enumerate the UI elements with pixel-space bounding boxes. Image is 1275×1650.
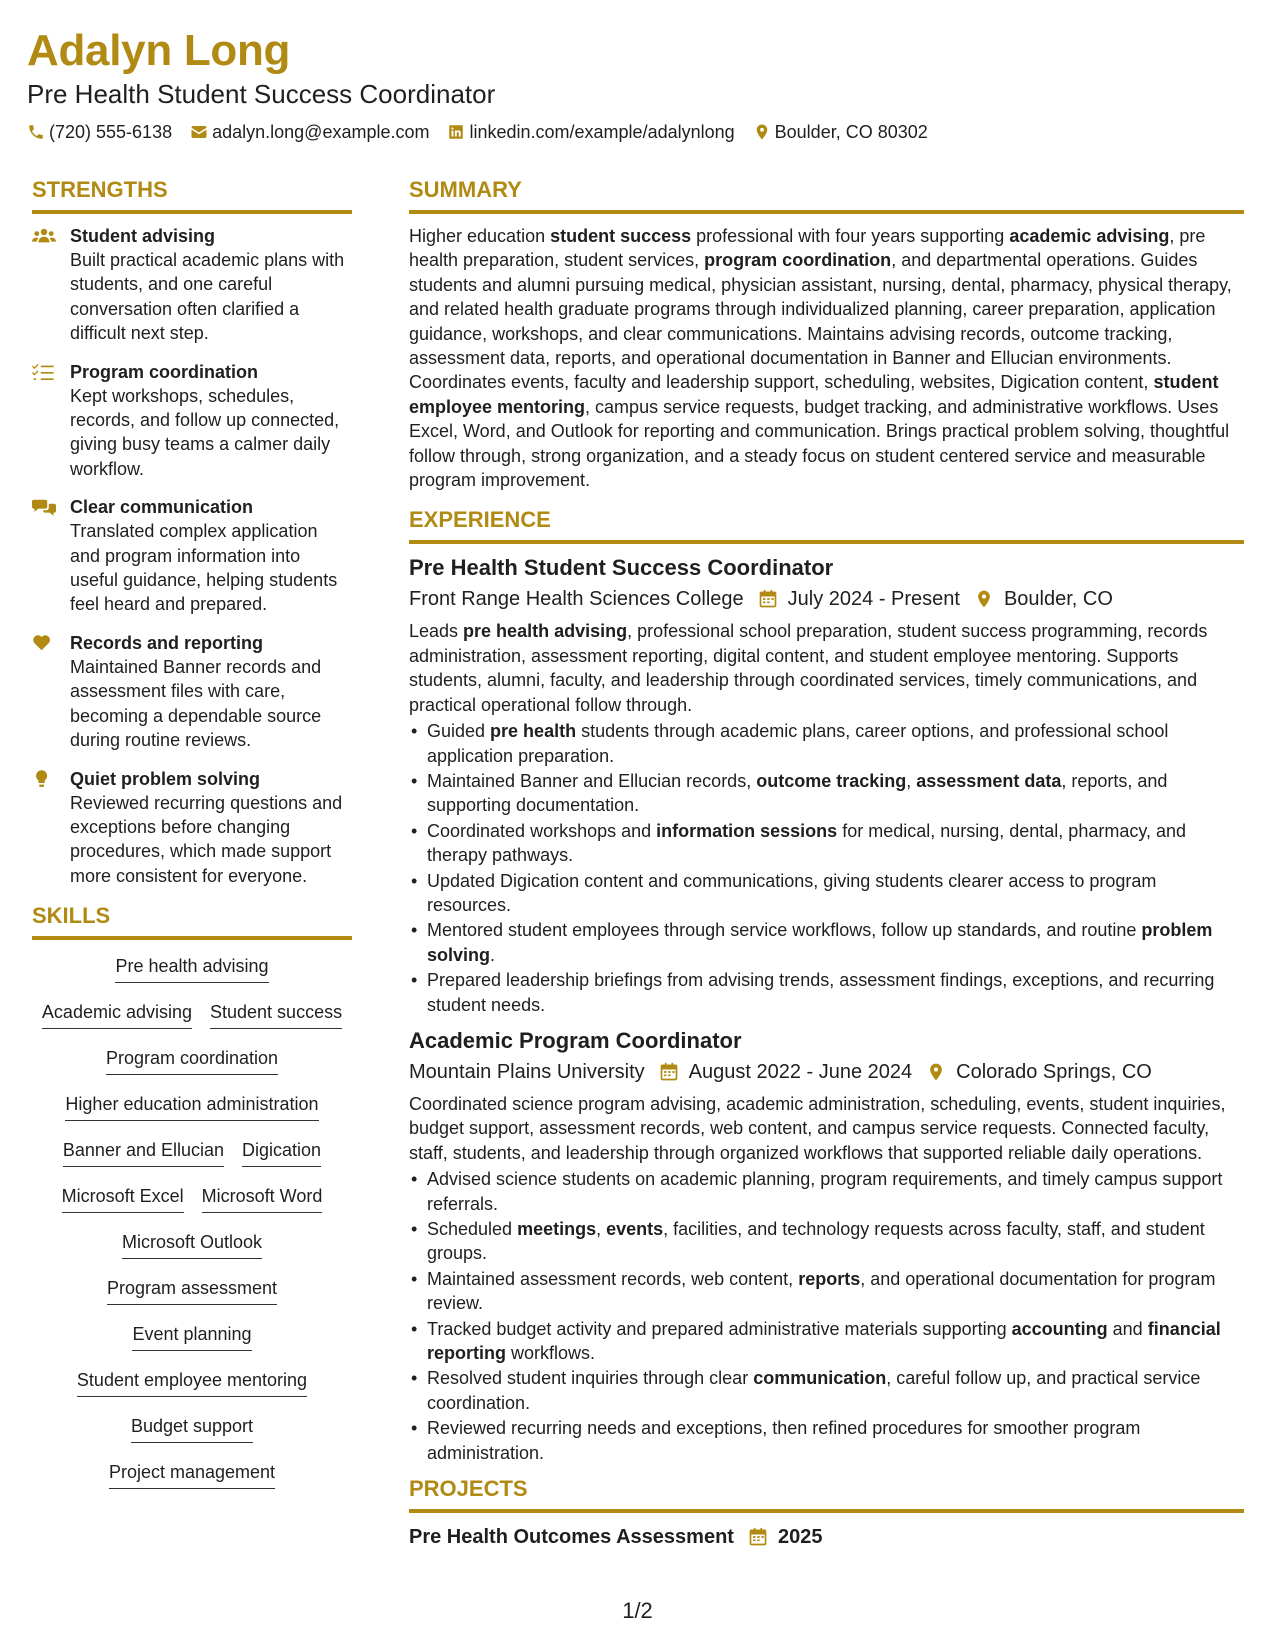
text-run: Leads	[409, 621, 464, 642]
bold-keyword: meetings	[517, 1219, 597, 1239]
text-run: Maintained Banner and Ellucian records,	[427, 770, 757, 791]
candidate-title: Pre Health Student Success Coordinator	[27, 79, 496, 109]
text-run: Prepared leadership briefings from advising trends, assessment findings, exceptions, and recurring student needs.	[427, 970, 1215, 1015]
bold-keyword: events	[606, 1219, 664, 1239]
role-location: Boulder, CO	[1003, 588, 1113, 611]
bullet-item	[409, 869, 1244, 918]
projects-heading: PROJECTS	[409, 1475, 1244, 1513]
phone-icon	[27, 123, 45, 141]
skill-tag: Event planning	[132, 1322, 251, 1351]
project-name: Pre Health Outcomes Assessment	[409, 1526, 734, 1549]
text-run: Updated Digication content and communications, giving students clearer access to program resources.	[427, 870, 1157, 915]
strength-text: Translated complex application and program information into useful guidance, helping students feel heard and prepared.	[70, 521, 338, 615]
experience-entry	[409, 554, 1244, 1017]
contact-email[interactable]	[190, 120, 429, 144]
contact-text: linkedin.com/example/adalynlong	[469, 122, 735, 142]
strength-item	[32, 224, 352, 346]
text-run: , and departmental operations. Guides students and alumni pursuing medical, physician assistant, nursing, dental, pharmacy, physical therapy, and related health graduate programs through individualized planning, career preparation, application guidance, workshops, and clear communications. Maintains advising records, outcome tracking, assessment data, reports, and operational documentation in Banner and Ellucian environments. Coordinates events, faculty and leadership support, scheduling, websites, Digication content,	[409, 250, 1232, 393]
heart-icon	[32, 633, 56, 653]
text-run: Maintained assessment records, web content,	[427, 1268, 799, 1289]
bold-keyword: communication	[753, 1368, 887, 1389]
role-dates: August 2022 - June 2024	[688, 1060, 913, 1083]
role-title: Pre Health Student Success Coordinator	[409, 555, 834, 581]
calendar-icon	[758, 589, 778, 609]
map-pin-icon	[753, 123, 771, 141]
contact-text: adalyn.long@example.com	[212, 122, 430, 142]
bold-keyword: pre health	[490, 721, 577, 742]
skill-tag: Microsoft Word	[202, 1184, 323, 1213]
bold-keyword: problem solving	[427, 920, 1213, 965]
bold-keyword: assessment data	[916, 770, 1062, 791]
text-run: students through academic plans, career options, and professional school application preparation.	[427, 721, 1169, 766]
summary-heading: SUMMARY	[409, 176, 1244, 214]
text-run: Guided	[427, 721, 491, 742]
project-entry	[409, 1523, 1244, 1551]
skill-tag: Project management	[109, 1460, 275, 1489]
text-run: Tracked budget activity and prepared administrative materials supporting	[427, 1318, 1012, 1339]
text-run: , facilities, and technology requests across faculty, staff, and student groups.	[427, 1219, 1205, 1264]
text-run: ,	[596, 1219, 607, 1239]
role-bullets	[409, 1167, 1244, 1465]
strength-title: Quiet problem solving	[70, 768, 261, 789]
bold-keyword: student employee mentoring	[409, 372, 1219, 417]
calendar-icon	[748, 1527, 768, 1547]
strength-title: Clear communication	[70, 497, 254, 518]
bullet-item	[409, 968, 1244, 1017]
text-run: ,	[906, 770, 917, 791]
text-run: Coordinated science program advising, academic administration, scheduling, events, student inquiries, budget support, assessment records, web content, and campus service requests. Connected faculty, staff, students, and leadership through organized workflows that supported reliable daily operations.	[409, 1093, 1226, 1163]
left-column	[32, 176, 352, 1506]
strengths-heading: STRENGTHS	[32, 176, 352, 214]
role-bullets	[409, 719, 1244, 1017]
strength-item	[32, 495, 352, 617]
text-run: , reports, and supporting documentation.	[427, 770, 1168, 816]
text-run: Higher education	[409, 226, 551, 246]
bullet-item	[409, 918, 1244, 967]
role-location: Colorado Springs, CO	[956, 1060, 1152, 1083]
role-dates: July 2024 - Present	[787, 588, 960, 611]
bold-keyword: outcome tracking	[756, 770, 907, 791]
strength-item	[32, 631, 352, 753]
role-title: Academic Program Coordinator	[409, 1027, 742, 1053]
strength-title: Program coordination	[70, 361, 259, 382]
skill-tag: Digication	[242, 1138, 321, 1167]
bold-keyword: information sessions	[656, 820, 838, 841]
bullet-item	[409, 1267, 1244, 1316]
role-description	[409, 1092, 1244, 1165]
text-run: , pre health preparation, student services,	[409, 226, 1206, 271]
linkedin-icon	[447, 123, 465, 141]
skill-tag: Budget support	[131, 1414, 253, 1443]
bullet-item	[409, 769, 1244, 818]
list-check-icon	[32, 362, 56, 382]
bullet-item	[409, 819, 1244, 868]
envelope-icon	[190, 123, 208, 141]
skill-tag: Program assessment	[107, 1276, 277, 1305]
text-run: and	[1107, 1318, 1148, 1339]
contact-bar	[27, 120, 1247, 144]
bullet-item	[409, 1167, 1244, 1216]
contact-location	[753, 120, 928, 144]
experience-entry	[409, 1027, 1244, 1465]
strength-text: Maintained Banner records and assessment files with care, becoming a dependable source during routine reviews.	[70, 656, 322, 751]
candidate-name: Adalyn Long	[27, 26, 291, 75]
chat-bubbles-icon	[32, 497, 56, 517]
bold-keyword: financial reporting	[427, 1318, 1221, 1364]
text-run: Mentored student employees through service workflows, follow up standards, and routine	[427, 920, 1142, 941]
contact-text: (720) 555-6138	[49, 122, 173, 142]
text-run: , careful follow up, and practical service coordination.	[427, 1368, 1201, 1413]
strength-text: Built practical academic plans with students, and one careful conversation often clarified a difficult next step.	[70, 250, 345, 344]
text-run: , campus service requests, budget tracking, and administrative workflows. Uses Excel, Word, and Outlook for reporting and communication. Brings practical problem solving, thoughtful follow through, strong organization, and a steady focus on student centered service and measurable program improvement.	[409, 396, 1230, 491]
text-run: Resolved student inquiries through clear	[427, 1368, 754, 1389]
bold-keyword: student success	[550, 226, 692, 246]
right-column	[409, 176, 1244, 1551]
contact-text: Boulder, CO 80302	[774, 122, 928, 142]
resume-header	[27, 26, 1247, 144]
strength-title: Student advising	[70, 226, 216, 246]
strength-title: Records and reporting	[70, 632, 264, 653]
skill-tag: Higher education administration	[65, 1092, 318, 1121]
map-pin-icon	[974, 589, 994, 609]
calendar-icon	[659, 1062, 679, 1082]
skill-tag: Microsoft Excel	[62, 1184, 184, 1213]
skill-tag: Student success	[210, 1000, 342, 1029]
skill-tag: Academic advising	[42, 1000, 192, 1029]
bold-keyword: pre health advising	[463, 621, 628, 642]
bullet-item	[409, 1217, 1244, 1266]
text-run: Advised science students on academic planning, program requirements, and timely campus support referrals.	[427, 1169, 1223, 1214]
skill-tag: Banner and Ellucian	[63, 1138, 224, 1167]
strength-text: Reviewed recurring questions and exceptions before changing procedures, which made support more consistent for everyone.	[70, 792, 343, 886]
map-pin-icon	[926, 1062, 946, 1082]
strength-item	[32, 767, 352, 889]
bold-keyword: academic advising	[1009, 226, 1170, 246]
role-org: Mountain Plains University	[409, 1060, 645, 1083]
summary-text	[409, 224, 1244, 492]
skills-heading: SKILLS	[32, 902, 352, 940]
skill-tag: Student employee mentoring	[77, 1368, 307, 1397]
role-description	[409, 619, 1244, 717]
text-run: .	[490, 944, 496, 965]
bold-keyword: accounting	[1011, 1318, 1108, 1339]
strength-text: Kept workshops, schedules, records, and follow up connected, giving busy teams a calmer daily workflow.	[70, 385, 340, 479]
lightbulb-icon	[32, 769, 56, 789]
role-meta	[409, 585, 1244, 613]
bold-keyword: reports	[798, 1268, 861, 1289]
bullet-item	[409, 719, 1244, 768]
bullet-item	[409, 1317, 1244, 1366]
bullet-item	[409, 1416, 1244, 1465]
skill-tag: Program coordination	[106, 1046, 278, 1075]
bold-keyword: program coordination	[704, 250, 892, 271]
experience-heading: EXPERIENCE	[409, 506, 1244, 544]
text-run: workflows.	[506, 1343, 596, 1364]
skill-tag: Pre health advising	[115, 954, 268, 983]
users-icon	[32, 226, 56, 246]
contact-linkedin[interactable]	[447, 120, 734, 144]
bullet-item	[409, 1366, 1244, 1415]
skill-tag: Microsoft Outlook	[122, 1230, 262, 1259]
text-run: , professional school preparation, student success programming, records administration, assessment reporting, digital content, and student employee mentoring. Supports students, alumni, faculty, and leadership through coordinated services, timely communications, and practical operational follow through.	[409, 621, 1208, 715]
project-date: 2025	[777, 1526, 823, 1549]
text-run: Scheduled	[427, 1219, 518, 1239]
role-org: Front Range Health Sciences College	[409, 588, 744, 611]
text-run: Reviewed recurring needs and exceptions, then refined procedures for smoother program administration.	[427, 1418, 1141, 1463]
text-run: for medical, nursing, dental, pharmacy, and therapy pathways.	[427, 820, 1187, 866]
role-meta	[409, 1058, 1244, 1086]
text-run: professional with four years supporting	[691, 226, 1010, 246]
text-run: Coordinated workshops and	[427, 820, 657, 841]
text-run: , and operational documentation for program review.	[427, 1268, 1216, 1314]
contact-phone[interactable]	[27, 120, 172, 144]
skills-list	[32, 954, 352, 1506]
page-number: 1/2	[622, 1598, 653, 1623]
strength-item	[32, 360, 352, 482]
